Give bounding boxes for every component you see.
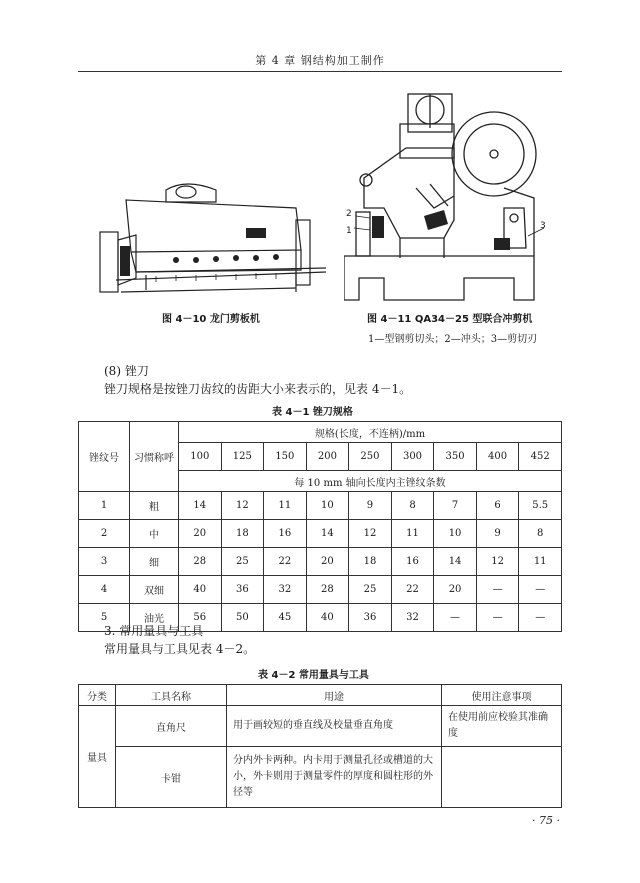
value-cell: 8 [391,492,434,520]
value-cell: 8 [519,520,562,548]
name-cell: 粗 [130,492,179,520]
header-rule [78,71,562,72]
table-4-2-title: 表 4－2 常用量具与工具 [258,670,369,681]
value-cell: 28 [179,548,222,576]
value-cell: 16 [391,548,434,576]
col-header-tool: 工具名称 [116,685,227,706]
size-cell: 200 [306,443,349,471]
value-cell: 20 [179,520,222,548]
file-spec-table [78,421,562,632]
value-cell: — [476,576,519,604]
value-cell: 11 [519,548,562,576]
name-cell: 双细 [130,576,179,604]
value-cell: 32 [264,576,307,604]
value-cell: 12 [349,520,392,548]
table-row [79,706,562,747]
value-cell: — [519,604,562,632]
col-header-use: 用途 [227,685,442,706]
value-cell: 45 [264,604,307,632]
size-cell: 452 [519,443,562,471]
running-header: 第 4 章 钢结构加工制作 [255,54,385,67]
value-cell: 40 [179,576,222,604]
value-cell: 11 [391,520,434,548]
value-cell: 18 [349,548,392,576]
code-cell: 4 [79,576,130,604]
value-cell: 12 [221,492,264,520]
tool-note-cell: 在使用前应校验其准确度 [442,706,562,747]
code-cell: 1 [79,492,130,520]
tool-name-cell: 卡钳 [116,747,227,808]
punch-shear-drawing [344,88,554,308]
value-cell: 9 [349,492,392,520]
value-cell: 16 [264,520,307,548]
fig-label-3: 3 [540,221,546,231]
value-cell: 5.5 [519,492,562,520]
value-cell: 14 [434,548,477,576]
col-header-category: 分类 [79,685,116,706]
value-cell: 9 [476,520,519,548]
value-cell: 25 [349,576,392,604]
figure-caption-4-11: 图 4－11 QA34－25 型联合冲剪机 [367,314,533,325]
value-cell: — [476,604,519,632]
value-cell: 12 [476,548,519,576]
section-8-text: 锉刀规格是按锉刀齿纹的齿距大小来表示的，见表 4－1。 [104,382,412,396]
section-8-heading: (8) 锉刀 [104,364,149,378]
value-cell: 14 [179,492,222,520]
col-header-name: 习惯称呼 [130,422,179,492]
size-cell: 100 [179,443,222,471]
value-cell: 36 [349,604,392,632]
table-row [79,747,562,808]
code-cell: 5 [79,604,130,632]
value-cell: 10 [306,492,349,520]
fig-label-2: 2 [346,209,352,219]
spec-header: 规格(长度，不连柄)/mm [179,422,562,443]
section-3-heading: 3. 常用量具与工具 [104,624,204,638]
table-4-1-title: 表 4－1 锉刀规格 [272,407,353,418]
value-cell: 20 [306,548,349,576]
name-cell: 细 [130,548,179,576]
size-cell: 300 [391,443,434,471]
table-row [79,548,562,576]
fig-label-1: 1 [346,226,352,236]
table-row [79,685,562,706]
name-cell: 油光 [130,604,179,632]
value-cell: 25 [221,548,264,576]
sub-header: 每 10 mm 轴向长度内主锉纹条数 [179,471,562,492]
size-cell: 350 [434,443,477,471]
tool-use-cell: 分内外卡两种。内卡用于测量孔径或槽道的大小，外卡则用于测量零件的厚度和圆柱形的外径等 [227,747,442,808]
value-cell: 36 [221,576,264,604]
figure-caption-4-10: 图 4－10 龙门剪板机 [162,314,260,325]
value-cell: 14 [306,520,349,548]
value-cell: 20 [434,576,477,604]
table-row [79,422,562,443]
size-cell: 400 [476,443,519,471]
value-cell: 7 [434,492,477,520]
value-cell: — [434,604,477,632]
tool-note-cell [442,747,562,808]
value-cell: 10 [434,520,477,548]
name-cell: 中 [130,520,179,548]
table-row [79,576,562,604]
punch-shear-figure [344,88,554,308]
size-cell: 250 [349,443,392,471]
value-cell: 18 [221,520,264,548]
code-cell: 2 [79,520,130,548]
category-cell: 量具 [79,706,116,808]
tool-name-cell: 直角尺 [116,706,227,747]
value-cell: 22 [391,576,434,604]
code-cell: 3 [79,548,130,576]
section-3-text: 常用量具与工具见表 4－2。 [104,642,256,656]
tools-table [78,684,562,808]
value-cell: 56 [179,604,222,632]
size-cell: 150 [264,443,307,471]
value-cell: — [519,576,562,604]
value-cell: 6 [476,492,519,520]
tool-use-cell: 用于画较短的垂直线及校量垂直角度 [227,706,442,747]
size-cell: 125 [221,443,264,471]
value-cell: 50 [221,604,264,632]
table-row [79,520,562,548]
shear-machine-drawing [96,180,336,305]
value-cell: 22 [264,548,307,576]
col-header-code: 锉纹号 [79,422,130,492]
col-header-note: 使用注意事项 [442,685,562,706]
value-cell: 40 [306,604,349,632]
table-row [79,492,562,520]
page-number: · 75 · [532,814,560,827]
value-cell: 28 [306,576,349,604]
value-cell: 32 [391,604,434,632]
shear-machine-figure [96,180,336,305]
value-cell: 11 [264,492,307,520]
figure-subcaption-4-11: 1—型钢剪切头；2—冲头；3—剪切刃 [368,334,538,345]
